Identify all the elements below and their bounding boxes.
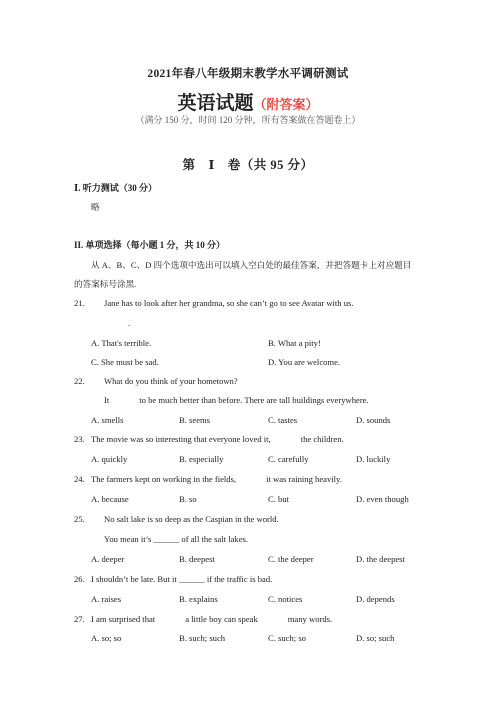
q22-option-b[interactable]: B. seems xyxy=(179,415,211,425)
subject-title-text: 英语试题 xyxy=(177,93,254,114)
volume-title: 第 Ⅰ 卷（共 95 分） xyxy=(182,158,314,172)
q27-stem-b: a little boy can speak xyxy=(185,614,258,624)
q24-stem xyxy=(91,474,342,484)
section1-title: Ⅰ. 听力测试（30 分） xyxy=(74,183,157,193)
q21-stem-2: . xyxy=(128,318,131,328)
section2-instr-2: 的答案标号涂黑. xyxy=(74,279,137,289)
q22-option-a[interactable]: A. smells xyxy=(91,415,124,425)
q25-stem-2: You mean it’s ______ of all the salt lakes. xyxy=(104,534,249,544)
q25-option-d[interactable]: D. the deepest xyxy=(356,554,405,564)
subject-title xyxy=(0,88,496,115)
q24-option-b[interactable]: B. so xyxy=(179,494,197,504)
q26-option-b[interactable]: B. explains xyxy=(179,594,218,604)
q22-option-c[interactable]: C. tastes xyxy=(268,415,298,425)
q26-option-c[interactable]: C. notices xyxy=(268,594,303,604)
q22-number: 22. xyxy=(74,376,85,386)
q22-stem-2 xyxy=(104,395,369,405)
q27-option-c[interactable]: C. such; so xyxy=(268,633,306,643)
q22-stem-2a: It xyxy=(104,395,110,405)
section2-title: II. 单项选择（每小题 1 分，共 10 分） xyxy=(74,240,226,250)
q24-stem-a: The farmers kept on working in the fields, xyxy=(91,474,237,484)
q22-option-d[interactable]: D. sounds xyxy=(356,415,391,425)
section2-instr-1: 从 A、B、C、D 四个选项中选出可以填入空白处的最佳答案，并把答题卡上对应题目 xyxy=(91,260,412,270)
q23-option-d[interactable]: D. luckily xyxy=(356,454,391,464)
q23-option-a[interactable]: A. quickly xyxy=(91,454,128,464)
q23-stem-b: the children. xyxy=(300,434,344,444)
q24-stem-b: it was raining heavily. xyxy=(266,474,342,484)
q26-number: 26. xyxy=(74,574,85,584)
q27-stem-c: many words. xyxy=(287,614,333,624)
q25-option-a[interactable]: A. deeper xyxy=(91,554,125,564)
q24-option-d[interactable]: D. even though xyxy=(356,494,409,504)
q25-stem: No salt lake is so deep as the Caspian in the world. xyxy=(104,514,279,524)
q27-stem-a: I am surprised that xyxy=(91,614,156,624)
q25-number: 25. xyxy=(74,514,85,524)
q21-option-d[interactable]: D. You are welcome. xyxy=(268,357,341,367)
q26-option-a[interactable]: A. raises xyxy=(91,594,122,604)
q22-stem-2b: to be much better than before. There are tall buildings everywhere. xyxy=(139,395,369,405)
q27-stem xyxy=(91,614,332,624)
answer-tag: （附答案） xyxy=(253,97,319,112)
q27-option-d[interactable]: D. so; such xyxy=(356,633,395,643)
q21-number: 21. xyxy=(74,298,85,308)
q24-option-c[interactable]: C. but xyxy=(268,494,290,504)
q26-option-d[interactable]: D. depends xyxy=(356,594,395,604)
q27-number: 27. xyxy=(74,614,85,624)
q22-stem: What do you think of your hometown? xyxy=(104,376,238,386)
exam-title: 2021年春八年级期末教学水平调研测试 xyxy=(147,68,349,80)
q27-option-a[interactable]: A. so; so xyxy=(91,633,122,643)
q23-stem xyxy=(91,434,344,444)
q21-stem: Jane has to look after her grandma, so she can’t go to see Avatar with us. xyxy=(104,298,354,308)
q23-option-c[interactable]: C. carefully xyxy=(268,454,309,464)
q21-option-b[interactable]: B. What a pity! xyxy=(268,338,321,348)
q24-option-a[interactable]: A. because xyxy=(91,494,129,504)
q23-number: 23. xyxy=(74,434,85,444)
q24-number: 24. xyxy=(74,474,85,484)
q23-option-b[interactable]: B. especially xyxy=(179,454,224,464)
q27-option-b[interactable]: B. such; such xyxy=(179,633,226,643)
q25-option-c[interactable]: C. the deeper xyxy=(268,554,314,564)
q21-option-a[interactable]: A. That's terrible. xyxy=(91,338,152,348)
q26-stem: I shouldn’t be late. But it ______ if the traffic is bad. xyxy=(91,574,273,584)
q25-option-b[interactable]: B. deepest xyxy=(179,554,215,564)
exam-info: （满分 150 分，时间 120 分钟，所有答案做在答题卷上） xyxy=(135,115,361,125)
q23-stem-a: The movie was so interesting that everyone loved it, xyxy=(91,434,271,444)
q21-option-c[interactable]: C. She must be sad. xyxy=(91,357,159,367)
section1-note: 略 xyxy=(91,202,100,212)
